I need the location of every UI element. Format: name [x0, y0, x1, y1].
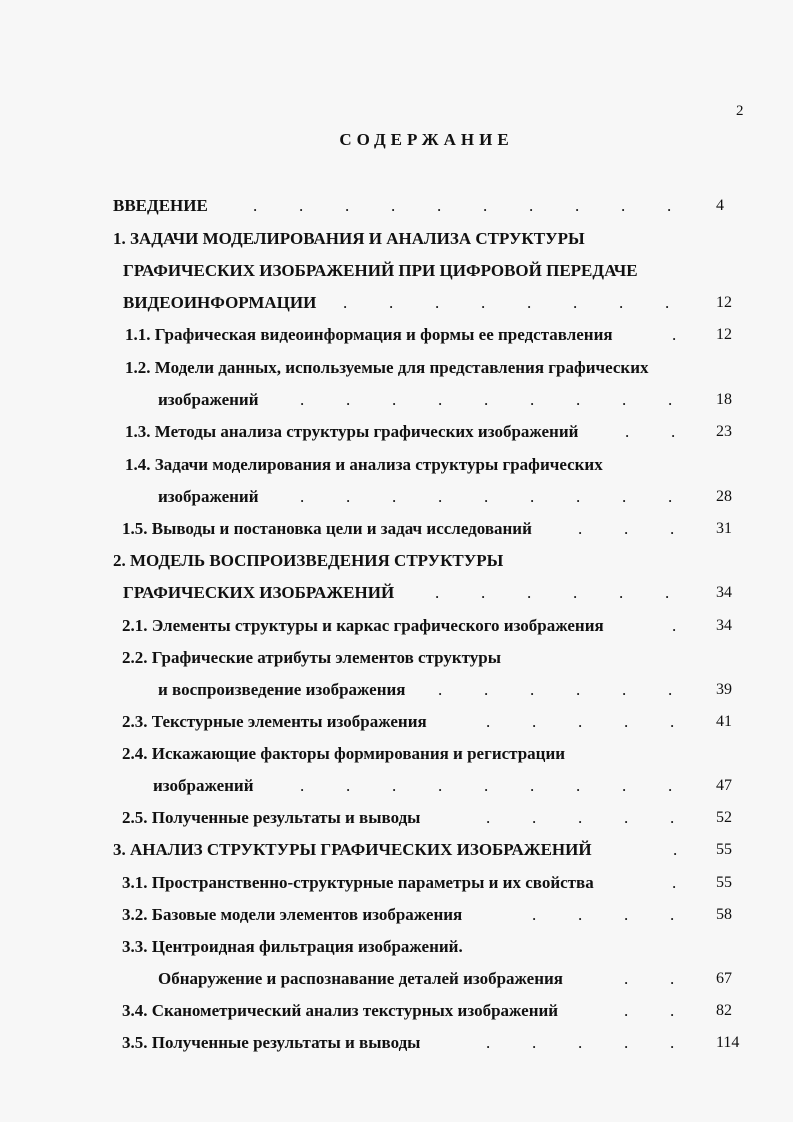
- toc-title: СОДЕРЖАНИЕ: [339, 130, 514, 149]
- toc-entry-text: 2. МОДЕЛЬ ВОСПРОИЗВЕДЕНИЯ СТРУКТУРЫ: [113, 551, 504, 570]
- toc-entry-text: ГРАФИЧЕСКИХ ИЗОБРАЖЕНИЙ: [123, 583, 395, 602]
- toc-entry-text: 3. АНАЛИЗ СТРУКТУРЫ ГРАФИЧЕСКИХ ИЗОБРАЖЕНИЙ: [113, 840, 592, 859]
- toc-page-number: 12: [716, 294, 732, 311]
- toc-page-number: 34: [716, 617, 732, 634]
- toc-entry-text: 1.1. Графическая видеоинформация и формы ее представления: [125, 325, 613, 344]
- toc-entry-text: 1.4. Задачи моделирования и анализа структуры графических: [125, 455, 603, 474]
- toc-page-number: 39: [716, 681, 732, 698]
- toc-page-number: 41: [716, 713, 732, 730]
- toc-page-number: 18: [716, 391, 732, 408]
- toc-entry-text: и воспроизведение изображения: [158, 680, 406, 699]
- toc-entry-text: 3.3. Центроидная фильтрация изображений.: [122, 937, 463, 956]
- toc-entry-text: 1.3. Методы анализа структуры графических изображений: [125, 422, 579, 441]
- toc-entry-text: 3.1. Пространственно-структурные параметры и их свойства: [122, 873, 594, 892]
- toc-entry-text: 2.1. Элементы структуры и каркас графического изображения: [122, 616, 604, 635]
- toc-entry-text: 1. ЗАДАЧИ МОДЕЛИРОВАНИЯ И АНАЛИЗА СТРУКТУРЫ: [113, 229, 585, 248]
- toc-page-number: 58: [716, 906, 732, 923]
- toc-page-number: 12: [716, 326, 732, 343]
- document-page: 2 СОДЕРЖАНИЕ ВВЕДЕНИЕ . . . . . . . . . . 4 1. ЗАДАЧИ МОДЕЛИРОВАНИЯ И АНАЛИЗА СТРУКТУРЫ ГРАФИЧЕСКИХ ИЗОБРАЖЕНИЙ ПРИ ЦИФРОВОЙ ПЕРЕДАЧЕ ВИДЕОИНФОРМАЦИИ . . . . . . . . 12 1.1. Графическая видеоинформация и формы ее представления . 12 1.2. Модели данных, используемые для представления графических изображений . . . . . . . . . 18 1.3. Методы анализа структуры графических изображений . . 23 1.4. Задачи моделирования и анализа структуры графических изображений . . . . . . . . . 28 1.5. Выводы и постановка цели и задач исследований . . . 31 2. МОДЕЛЬ ВОСПРОИЗВЕДЕНИЯ СТРУКТУРЫ ГРАФИЧЕСКИХ ИЗОБРАЖЕНИЙ . . . . . . 34 2.1. Элементы структуры и каркас графического изображения . 34 2.2. Графические атрибуты элементов структуры и воспроизведение изображения . . . . . . 39 2.3. Текстурные элементы изображения . . . . . 41 2.4. Искажающие факторы формирования и регистрации изображений . . . . . . . . . 47 2.5. Полученные результаты и выводы . . . . . 52 3. АНАЛИЗ СТРУКТУРЫ ГРАФИЧЕСКИХ ИЗОБРАЖЕНИЙ . 55 3.1. Пространственно-структурные параметры и их свойства . 55 3.2. Базовые модели элементов изображения . . . . 58 3.3. Центроидная фильтрация изображений. Обнаружение и распознавание деталей изображения . . 67 3.4. Сканометрический анализ текстурных изображений . . 82 3.5. Полученные результаты и выводы . . . . . 114: [0, 0, 793, 1122]
- toc-entry-text: изображений: [158, 487, 259, 506]
- toc-entry-text: 1.5. Выводы и постановка цели и задач исследований: [122, 519, 532, 538]
- toc-page-number: 31: [716, 520, 732, 537]
- toc-entry-text: ВВЕДЕНИЕ: [113, 196, 208, 215]
- toc-entry-text: ГРАФИЧЕСКИХ ИЗОБРАЖЕНИЙ ПРИ ЦИФРОВОЙ ПЕРЕДАЧЕ: [123, 261, 638, 280]
- toc-entry-text: Обнаружение и распознавание деталей изображения: [158, 969, 563, 988]
- toc-entry-text: ВИДЕОИНФОРМАЦИИ: [123, 293, 317, 312]
- toc-entry-text: 2.5. Полученные результаты и выводы: [122, 808, 421, 827]
- toc-page-number: 4: [716, 197, 724, 214]
- toc-page-number: 114: [716, 1034, 740, 1051]
- toc-page-number: 23: [716, 423, 732, 440]
- toc-entry-text: 2.2. Графические атрибуты элементов структуры: [122, 648, 502, 667]
- toc-page-number: 67: [716, 970, 732, 987]
- toc-entry-text: 1.2. Модели данных, используемые для представления графических: [125, 358, 649, 377]
- toc-page-number: 55: [716, 841, 732, 858]
- toc-page-number: 55: [716, 874, 732, 891]
- toc-page-number: 82: [716, 1002, 732, 1019]
- toc-page-number: 28: [716, 488, 732, 505]
- toc-entry-text: 2.3. Текстурные элементы изображения: [122, 712, 427, 731]
- toc-entry-text: 3.5. Полученные результаты и выводы: [122, 1033, 421, 1052]
- toc-entry-text: изображений: [158, 390, 259, 409]
- page-number: 2: [736, 103, 744, 119]
- toc-entry-text: изображений: [153, 776, 254, 795]
- toc-page-number: 47: [716, 777, 732, 794]
- toc-entry-text: 3.4. Сканометрический анализ текстурных изображений: [122, 1001, 559, 1020]
- toc-entry-text: 3.2. Базовые модели элементов изображения: [122, 905, 463, 924]
- toc-page-number: 34: [716, 584, 732, 601]
- toc-entry-text: 2.4. Искажающие факторы формирования и регистрации: [122, 744, 566, 763]
- toc-page-number: 52: [716, 809, 732, 826]
